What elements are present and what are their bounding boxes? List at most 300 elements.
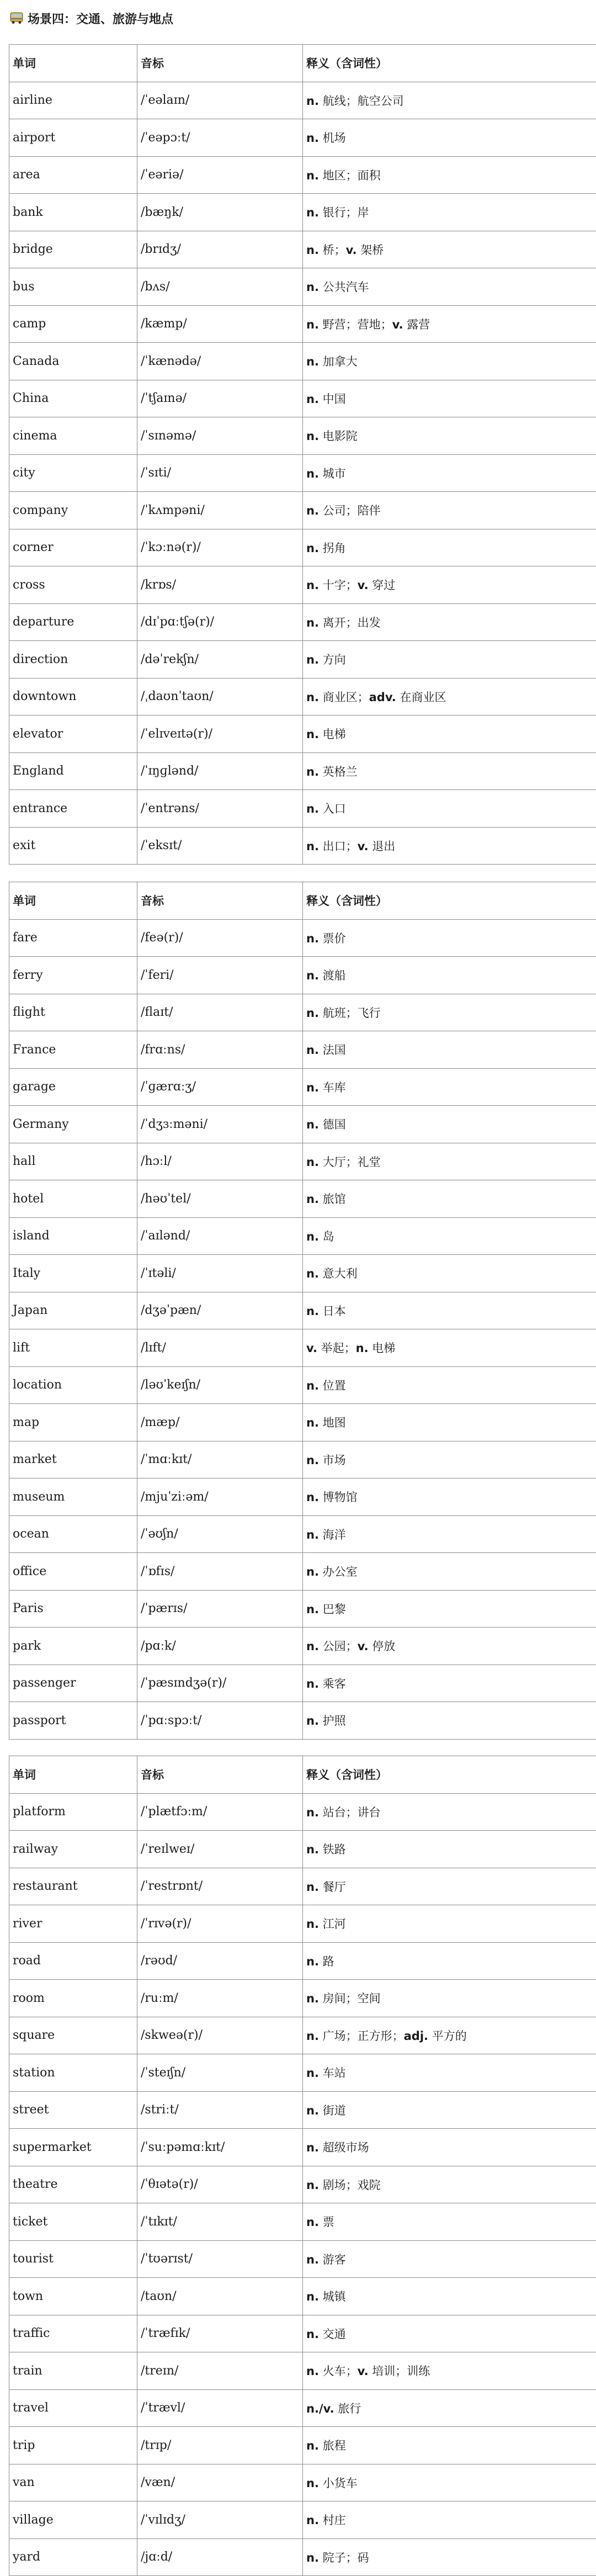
part-of-speech: n. — [306, 467, 319, 480]
part-of-speech: n. — [306, 1955, 319, 1968]
gloss: 穿过 — [372, 579, 395, 592]
gloss: 停放 — [372, 1640, 395, 1653]
part-of-speech: n. — [306, 1640, 319, 1653]
meaning-cell — [303, 1217, 596, 1255]
part-of-speech: n. — [306, 2104, 319, 2117]
gloss: 车站 — [323, 2066, 346, 2080]
table-row — [9, 1793, 596, 1831]
meaning-cell — [303, 1831, 596, 1868]
word-cell: theatre — [9, 2166, 137, 2203]
meaning-cell — [303, 1793, 596, 1831]
word-cell: Paris — [9, 1590, 137, 1628]
gloss: 火车； — [323, 2365, 358, 2378]
meaning-cell — [303, 1180, 596, 1218]
part-of-speech: n. — [306, 169, 319, 182]
gloss: 博物馆 — [323, 1491, 358, 1504]
part-of-speech: n. — [306, 1379, 319, 1392]
gloss: 在商业区 — [400, 691, 446, 704]
meaning-cell — [303, 1590, 596, 1628]
gloss: 德国 — [323, 1118, 346, 1131]
table-row — [9, 2129, 596, 2166]
table-row — [9, 1868, 596, 1905]
phonetic-cell: /ˈferi/ — [137, 957, 303, 994]
phonetic-cell: /ˈrestrɒnt/ — [137, 1868, 303, 1905]
table-row — [9, 1217, 596, 1255]
word-cell: office — [9, 1553, 137, 1591]
word-cell: Japan — [9, 1292, 137, 1329]
meaning-cell — [303, 1031, 596, 1069]
meaning-cell — [303, 566, 596, 604]
word-cell: station — [9, 2054, 137, 2092]
phonetic-cell: /ˈsɪnəmə/ — [137, 417, 303, 455]
table-row — [9, 715, 596, 753]
gloss: 中国 — [323, 393, 346, 406]
phonetic-cell: /ˈeəriə/ — [137, 156, 303, 194]
part-of-speech: n. — [306, 1806, 319, 1819]
table-row — [9, 529, 596, 566]
phonetic-cell: /pɑːk/ — [137, 1628, 303, 1665]
meaning-cell — [303, 2240, 596, 2278]
part-of-speech: n. — [306, 206, 319, 219]
word-cell: square — [9, 2017, 137, 2054]
meaning-cell — [303, 1441, 596, 1478]
phonetic-cell: /ˈeəlaɪn/ — [137, 82, 303, 119]
gloss: 公共汽车 — [323, 280, 369, 294]
table-row — [9, 1292, 596, 1329]
word-cell: map — [9, 1404, 137, 1441]
gloss: 小货车 — [323, 2477, 358, 2490]
meaning-cell — [303, 380, 596, 417]
phonetic-cell: /feə(r)/ — [137, 919, 303, 957]
part-of-speech: v. — [306, 1342, 317, 1355]
table-row — [9, 2464, 596, 2501]
gloss: 平方的 — [432, 2029, 467, 2043]
word-cell: tourist — [9, 2240, 137, 2278]
phonetic-cell: /ˈtɪkɪt/ — [137, 2203, 303, 2241]
gloss: 护照 — [323, 1714, 346, 1727]
phonetic-cell: /ˈaɪlənd/ — [137, 1217, 303, 1255]
table-row — [9, 2278, 596, 2315]
table-row — [9, 1255, 596, 1292]
word-cell: travel — [9, 2389, 137, 2427]
meaning-cell — [303, 2203, 596, 2241]
phonetic-cell: /ruːm/ — [137, 1980, 303, 2017]
header-phonetic: 音标 — [137, 1756, 303, 1794]
table-row — [9, 2203, 596, 2241]
table-row — [9, 1702, 596, 1740]
meaning-cell — [303, 2315, 596, 2352]
part-of-speech: n. — [306, 355, 319, 368]
meaning-cell — [303, 827, 596, 865]
part-of-speech: n. — [306, 691, 319, 704]
phonetic-cell: /ˈθɪətə(r)/ — [137, 2166, 303, 2203]
meaning-cell — [303, 194, 596, 231]
gloss: 方向 — [323, 653, 346, 666]
word-cell: passport — [9, 1702, 137, 1740]
phonetic-cell: /ˈplætfɔːm/ — [137, 1793, 303, 1831]
gloss: 拐角 — [323, 542, 346, 555]
header-meaning: 释义（含词性） — [303, 882, 596, 920]
gloss: 意大利 — [323, 1267, 358, 1280]
phonetic-cell: /treɪn/ — [137, 2352, 303, 2390]
gloss: 交通 — [323, 2328, 346, 2341]
gloss: 超级市场 — [323, 2141, 369, 2154]
word-cell: ticket — [9, 2203, 137, 2241]
table-row — [9, 1404, 596, 1441]
phonetic-cell: /brɪdʒ/ — [137, 231, 303, 268]
part-of-speech: n. — [306, 2066, 319, 2080]
word-cell: train — [9, 2352, 137, 2390]
phonetic-cell: /ˈɡærɑːʒ/ — [137, 1068, 303, 1106]
part-of-speech: n. — [306, 653, 319, 666]
header-meaning: 释义（含词性） — [303, 1756, 596, 1794]
table-row — [9, 1553, 596, 1591]
part-of-speech: n. — [306, 579, 319, 592]
phonetic-cell: /ˈeəpɔːt/ — [137, 119, 303, 157]
phonetic-cell: /hɔːl/ — [137, 1143, 303, 1180]
part-of-speech: n. — [306, 2253, 319, 2266]
part-of-speech: n. — [306, 840, 319, 853]
gloss: 电梯 — [323, 728, 346, 741]
word-cell: railway — [9, 1831, 137, 1868]
part-of-speech: v. — [358, 2365, 369, 2378]
table-row — [9, 1329, 596, 1367]
word-cell: ferry — [9, 957, 137, 994]
word-cell: England — [9, 752, 137, 790]
word-cell: Germany — [9, 1106, 137, 1143]
gloss: 广场；正方形； — [323, 2029, 404, 2043]
table-row — [9, 2389, 596, 2427]
word-cell: corner — [9, 529, 137, 566]
part-of-speech: n. — [306, 2365, 319, 2378]
gloss: 公园； — [323, 1640, 358, 1653]
meaning-cell — [303, 1628, 596, 1665]
gloss: 渡船 — [323, 969, 346, 982]
meaning-cell — [303, 2538, 596, 2576]
table-row — [9, 603, 596, 641]
table-row — [9, 919, 596, 957]
header-word: 单词 — [9, 1756, 137, 1794]
table-row — [9, 2017, 596, 2054]
meaning-cell — [303, 343, 596, 380]
gloss: 入口 — [323, 802, 346, 815]
part-of-speech: n./v. — [306, 2402, 334, 2415]
meaning-cell — [303, 492, 596, 529]
table-row — [9, 2054, 596, 2092]
phonetic-cell: /dəˈrekʃn/ — [137, 641, 303, 679]
word-cell: camp — [9, 305, 137, 343]
word-cell: hotel — [9, 1180, 137, 1218]
gloss: 城镇 — [323, 2290, 346, 2303]
table-row — [9, 641, 596, 679]
phonetic-cell: /ˈrɪvə(r)/ — [137, 1905, 303, 1943]
meaning-cell — [303, 1106, 596, 1143]
table-row — [9, 2315, 596, 2352]
meaning-cell — [303, 1143, 596, 1180]
meaning-cell — [303, 1255, 596, 1292]
phonetic-cell: /ˈpæsɪndʒə(r)/ — [137, 1665, 303, 1702]
word-cell: cinema — [9, 417, 137, 455]
word-cell: departure — [9, 603, 137, 641]
part-of-speech: v. — [392, 318, 403, 331]
phonetic-cell: /dʒəˈpæn/ — [137, 1292, 303, 1329]
phonetic-cell: /ˈeksɪt/ — [137, 827, 303, 865]
gloss: 露营 — [407, 318, 430, 331]
meaning-cell — [303, 2054, 596, 2092]
table-row — [9, 2240, 596, 2278]
gloss: 培训；训练 — [372, 2365, 430, 2378]
table-row — [9, 1905, 596, 1943]
table-row — [9, 231, 596, 268]
phonetic-cell: /həʊˈtel/ — [137, 1180, 303, 1218]
meaning-cell — [303, 994, 596, 1031]
meaning-cell — [303, 1068, 596, 1106]
table-row — [9, 380, 596, 417]
word-cell: restaurant — [9, 1868, 137, 1905]
part-of-speech: n. — [306, 2477, 319, 2490]
part-of-speech: v. — [358, 579, 369, 592]
word-cell: island — [9, 1217, 137, 1255]
table-row — [9, 1980, 596, 2017]
part-of-speech: n. — [306, 2439, 319, 2452]
gloss: 江河 — [323, 1917, 346, 1931]
word-cell: road — [9, 1942, 137, 1980]
meaning-cell — [303, 1515, 596, 1553]
word-cell: passenger — [9, 1665, 137, 1702]
phonetic-cell: /ˈtʃaɪnə/ — [137, 380, 303, 417]
meaning-cell — [303, 1478, 596, 1516]
page-title — [10, 8, 173, 29]
phonetic-cell: /ˌdaʊnˈtaʊn/ — [137, 678, 303, 715]
gloss: 街道 — [323, 2104, 346, 2117]
meaning-cell — [303, 1702, 596, 1740]
gloss: 银行；岸 — [323, 206, 369, 219]
gloss: 举起； — [321, 1342, 356, 1355]
phonetic-cell: /ˈpærɪs/ — [137, 1590, 303, 1628]
word-cell: city — [9, 454, 137, 492]
phonetic-cell: /ˈvɪlɪdʒ/ — [137, 2501, 303, 2539]
phonetic-cell: /dɪˈpɑːtʃə(r)/ — [137, 603, 303, 641]
word-cell: flight — [9, 994, 137, 1031]
phonetic-cell: /flaɪt/ — [137, 994, 303, 1031]
part-of-speech: adv. — [369, 691, 396, 704]
gloss: 出口； — [323, 840, 358, 853]
phonetic-cell: /ˈɒfɪs/ — [137, 1553, 303, 1591]
table-row — [9, 1031, 596, 1069]
word-cell: company — [9, 492, 137, 529]
phonetic-cell: /ˈsɪti/ — [137, 454, 303, 492]
table-row — [9, 305, 596, 343]
phonetic-cell: /ˈtræfɪk/ — [137, 2315, 303, 2352]
word-cell: direction — [9, 641, 137, 679]
phonetic-cell: /kæmp/ — [137, 305, 303, 343]
part-of-speech: n. — [306, 243, 319, 257]
meaning-cell — [303, 2129, 596, 2166]
gloss: 市场 — [323, 1454, 346, 1467]
part-of-speech: n. — [306, 2215, 319, 2229]
part-of-speech: n. — [306, 802, 319, 815]
gloss: 架桥 — [360, 243, 384, 257]
table-header-row — [9, 45, 596, 82]
table-row — [9, 1143, 596, 1180]
meaning-cell — [303, 2278, 596, 2315]
phonetic-cell: /mjuˈziːəm/ — [137, 1478, 303, 1516]
table-row — [9, 1441, 596, 1478]
part-of-speech: n. — [306, 1156, 319, 1169]
part-of-speech: n. — [306, 969, 319, 982]
gloss: 机场 — [323, 131, 346, 145]
table-row — [9, 2166, 596, 2203]
gloss: 航线；航空公司 — [323, 94, 404, 108]
meaning-cell — [303, 1553, 596, 1591]
vocab-table-2 — [9, 882, 596, 1740]
gloss: 旅程 — [323, 2439, 346, 2452]
table-header-row — [9, 1756, 596, 1794]
part-of-speech: n. — [306, 1491, 319, 1504]
part-of-speech: n. — [306, 280, 319, 294]
phonetic-cell: /lɪft/ — [137, 1329, 303, 1367]
header-word: 单词 — [9, 45, 137, 82]
table-row — [9, 1180, 596, 1218]
part-of-speech: n. — [306, 94, 319, 108]
part-of-speech: n. — [306, 1192, 319, 1206]
gloss: 桥； — [323, 243, 346, 257]
meaning-cell — [303, 1665, 596, 1702]
part-of-speech: n. — [306, 1677, 319, 1690]
part-of-speech: n. — [306, 2290, 319, 2303]
word-cell: location — [9, 1366, 137, 1404]
word-cell: France — [9, 1031, 137, 1069]
part-of-speech: n. — [306, 1880, 319, 1894]
table-row — [9, 1478, 596, 1516]
part-of-speech: n. — [306, 1043, 319, 1057]
table-row — [9, 1590, 596, 1628]
gloss: 地区；面积 — [323, 169, 381, 182]
phonetic-cell: /ˈkænədə/ — [137, 343, 303, 380]
part-of-speech: n. — [306, 1528, 319, 1541]
part-of-speech: n. — [306, 2514, 319, 2527]
table-row — [9, 1068, 596, 1106]
gloss: 票价 — [323, 932, 346, 945]
table-row — [9, 957, 596, 994]
meaning-cell — [303, 790, 596, 828]
word-cell: area — [9, 156, 137, 194]
gloss: 地图 — [323, 1416, 346, 1429]
part-of-speech: n. — [306, 1843, 319, 1856]
header-phonetic: 音标 — [137, 45, 303, 82]
table-header-row — [9, 882, 596, 920]
gloss: 野营；营地； — [323, 318, 392, 331]
gloss: 乘客 — [323, 1677, 346, 1690]
word-cell: museum — [9, 1478, 137, 1516]
meaning-cell — [303, 752, 596, 790]
meaning-cell — [303, 1366, 596, 1404]
part-of-speech: n. — [306, 1267, 319, 1280]
gloss: 城市 — [323, 467, 346, 480]
part-of-speech: n. — [306, 1416, 319, 1429]
table-row — [9, 1942, 596, 1980]
gloss: 电影院 — [323, 430, 358, 443]
table-row — [9, 2427, 596, 2464]
part-of-speech: n. — [306, 1118, 319, 1131]
table-row — [9, 343, 596, 380]
phonetic-cell: /ˈɪtəli/ — [137, 1255, 303, 1292]
gloss: 公司；陪伴 — [323, 504, 381, 517]
phonetic-cell: /ˈentrəns/ — [137, 790, 303, 828]
gloss: 票 — [323, 2215, 334, 2229]
table-row — [9, 752, 596, 790]
part-of-speech: n. — [306, 765, 319, 778]
meaning-cell — [303, 156, 596, 194]
part-of-speech: n. — [306, 728, 319, 741]
part-of-speech: n. — [306, 932, 319, 945]
gloss: 航班；飞行 — [323, 1006, 381, 1020]
part-of-speech: n. — [306, 131, 319, 145]
meaning-cell — [303, 305, 596, 343]
word-cell: park — [9, 1628, 137, 1665]
gloss: 游客 — [323, 2253, 346, 2266]
word-cell: airport — [9, 119, 137, 157]
phonetic-cell: /ˈreɪlweɪ/ — [137, 1831, 303, 1868]
part-of-speech: n. — [306, 504, 319, 517]
meaning-cell — [303, 529, 596, 566]
meaning-cell — [303, 919, 596, 957]
word-cell: van — [9, 2464, 137, 2501]
gloss: 站台；讲台 — [323, 1806, 381, 1819]
table-row — [9, 1106, 596, 1143]
word-cell: supermarket — [9, 2129, 137, 2166]
table-row — [9, 2091, 596, 2129]
gloss: 院子；码 — [323, 2551, 369, 2564]
phonetic-cell: /krɒs/ — [137, 566, 303, 604]
part-of-speech: adj. — [404, 2029, 428, 2043]
word-cell: river — [9, 1905, 137, 1943]
part-of-speech: n. — [306, 616, 319, 629]
table-row — [9, 1665, 596, 1702]
table-row — [9, 827, 596, 865]
meaning-cell — [303, 715, 596, 753]
part-of-speech: v. — [358, 1640, 369, 1653]
phonetic-cell: /ləʊˈkeɪʃn/ — [137, 1366, 303, 1404]
part-of-speech: n. — [306, 542, 319, 555]
phonetic-cell: /ˈsuːpəmɑːkɪt/ — [137, 2129, 303, 2166]
word-cell: traffic — [9, 2315, 137, 2352]
phonetic-cell: /ˈɪŋɡlənd/ — [137, 752, 303, 790]
gloss: 海洋 — [323, 1528, 346, 1541]
meaning-cell — [303, 119, 596, 157]
vocab-table-1 — [9, 44, 596, 865]
table-row — [9, 417, 596, 455]
gloss: 剧场；戏院 — [323, 2179, 381, 2192]
word-cell: room — [9, 1980, 137, 2017]
meaning-cell — [303, 1868, 596, 1905]
part-of-speech: n. — [306, 430, 319, 443]
gloss: 法国 — [323, 1043, 346, 1057]
table-row — [9, 2352, 596, 2390]
table-row — [9, 454, 596, 492]
gloss: 旅馆 — [323, 1192, 346, 1206]
header-word: 单词 — [9, 882, 137, 920]
phonetic-cell: /væn/ — [137, 2464, 303, 2501]
part-of-speech: v. — [358, 840, 369, 853]
phonetic-cell: /ˈpɑːspɔːt/ — [137, 1702, 303, 1740]
word-cell: Canada — [9, 343, 137, 380]
meaning-cell — [303, 1292, 596, 1329]
word-cell: entrance — [9, 790, 137, 828]
meaning-cell — [303, 268, 596, 306]
part-of-speech: n. — [306, 2328, 319, 2341]
word-cell: village — [9, 2501, 137, 2539]
